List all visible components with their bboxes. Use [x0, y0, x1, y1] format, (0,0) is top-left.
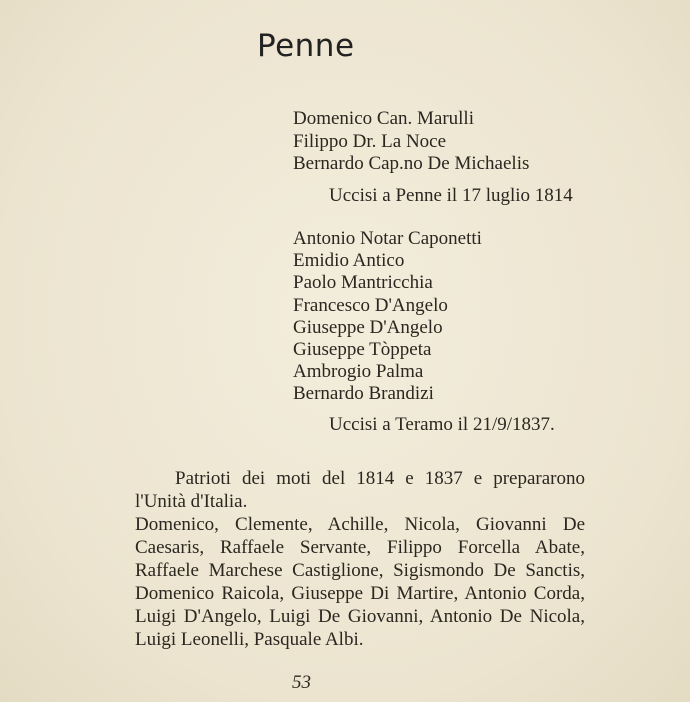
page-number: 53	[292, 672, 311, 693]
page-title: Penne	[257, 28, 355, 64]
victim-name: Filippo Dr. La Noce	[293, 131, 447, 152]
victim-name: Ambrogio Palma	[293, 361, 424, 382]
penne-caption: Uccisi a Penne il 17 luglio 1814	[329, 185, 573, 206]
victim-name: Bernardo Brandizi	[293, 383, 434, 404]
teramo-caption: Uccisi a Teramo il 21/9/1837.	[329, 414, 555, 435]
victim-name: Emidio Antico	[293, 250, 405, 271]
victim-name: Paolo Mantricchia	[293, 272, 433, 293]
victim-name: Antonio Notar Caponetti	[293, 228, 482, 249]
patriots-names: Domenico, Clemente, Achille, Nicola, Giovanni De Caesaris, Raffaele Servante, Filippo Forcella Abate, Raffaele Marchese Castiglione, Sigismondo De Sanctis, Domenico Raicola, Giuseppe Di Martire, Antonio Corda, Luigi D'Angelo, Luigi De Giovanni, Antonio De Nicola, Luigi Leonelli, Pasquale Albi.	[135, 514, 585, 650]
victim-name: Giuseppe D'Angelo	[293, 317, 443, 338]
victim-name: Domenico Can. Marulli	[293, 108, 474, 129]
victim-name: Francesco D'Angelo	[293, 295, 448, 316]
patriots-intro: Patrioti dei moti del 1814 e 1837 e prepararono l'Unità d'Italia.	[135, 468, 585, 512]
victim-name: Bernardo Cap.no De Michaelis	[293, 153, 530, 174]
victim-name: Giuseppe Tòppeta	[293, 339, 432, 360]
patriots-section	[135, 467, 585, 651]
